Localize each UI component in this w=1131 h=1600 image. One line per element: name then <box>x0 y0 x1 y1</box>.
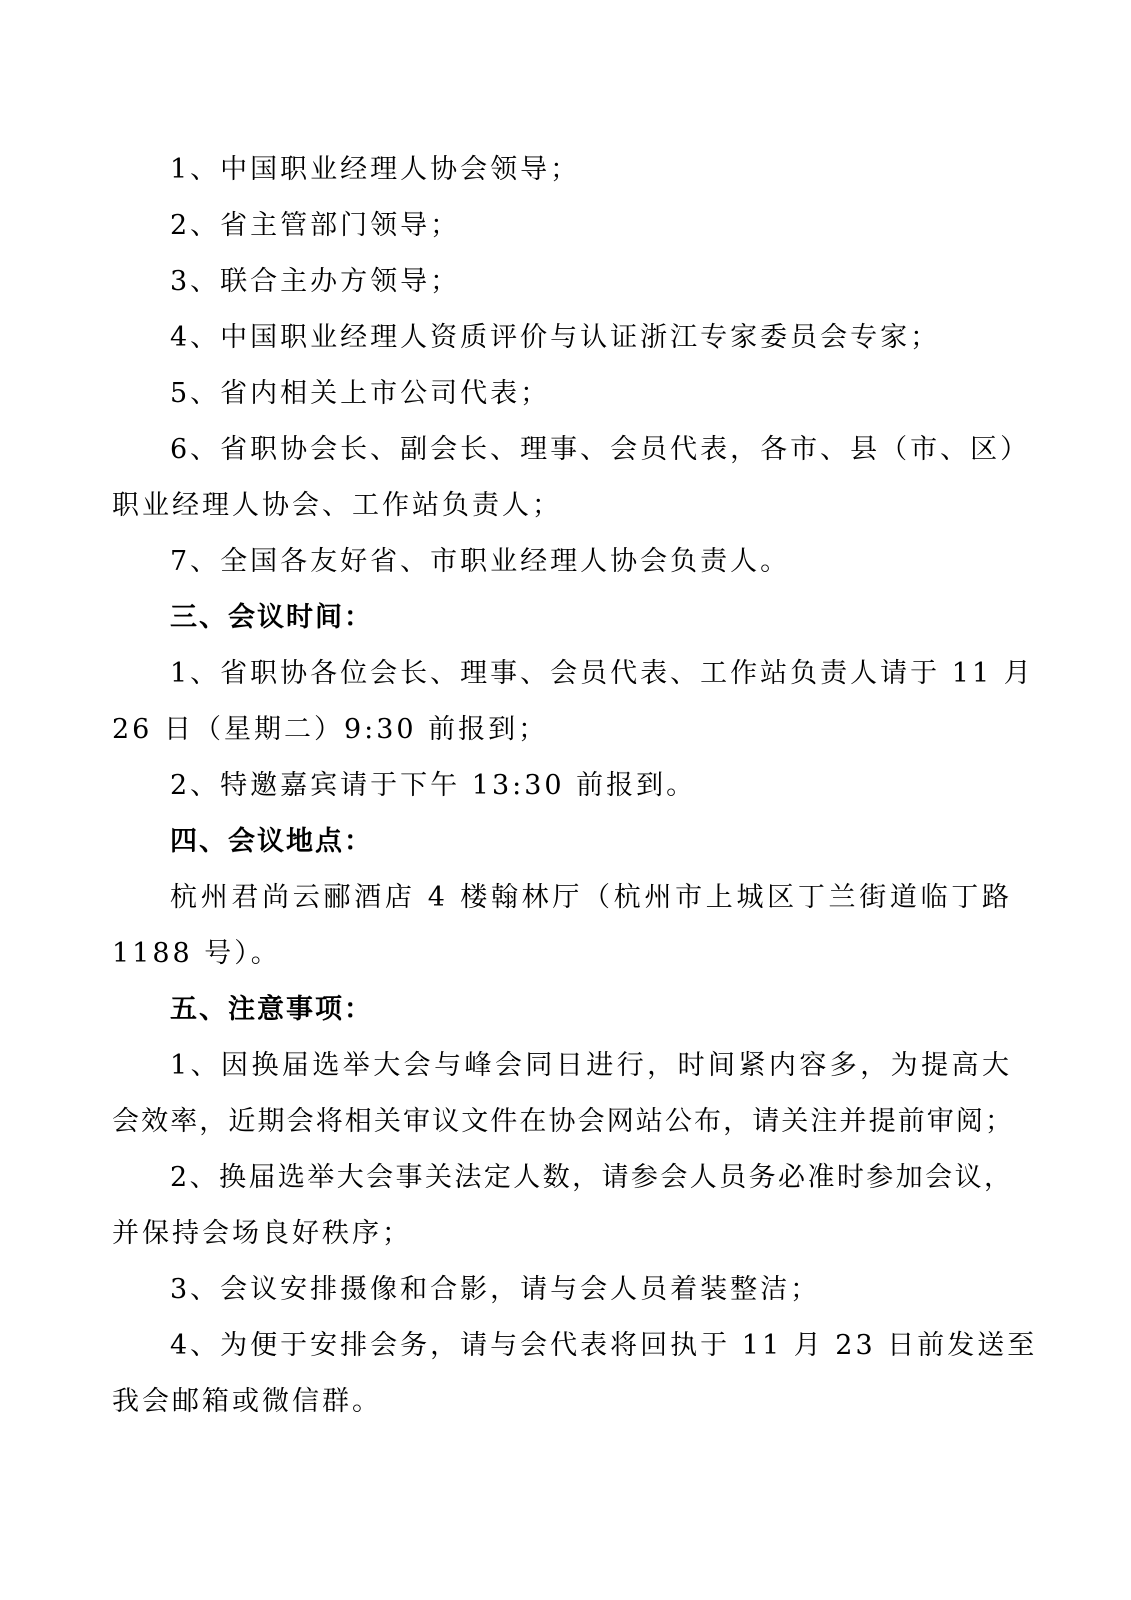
venue-line-1: 杭州君尚云郦酒店 4 楼翰林厅（杭州市上城区丁兰街道临丁路 <box>170 882 1012 913</box>
attendee-item-6: 6、省职协会长、副会长、理事、会员代表，各市、县（市、区） <box>170 434 1031 465</box>
section-heading-venue: 四、会议地点： <box>170 826 373 857</box>
section-heading-notes: 五、注意事项： <box>170 994 373 1025</box>
attendee-item-6-cont: 职业经理人协会、工作站负责人； <box>112 490 562 521</box>
section-heading-time: 三、会议时间： <box>170 602 373 633</box>
time-item-1-cont: 26 日（星期二）9:30 前报到； <box>112 714 549 745</box>
note-item-3: 3、会议安排摄像和合影，请与会人员着装整洁； <box>170 1274 821 1305</box>
time-item-1: 1、省职协各位会长、理事、会员代表、工作站负责人请于 11 月 <box>170 658 1034 689</box>
attendee-item-7: 7、全国各友好省、市职业经理人协会负责人。 <box>170 546 791 577</box>
note-item-1-cont: 会效率，近期会将相关审议文件在协会网站公布，请关注并提前审阅； <box>112 1106 1012 1137</box>
attendee-item-3: 3、联合主办方领导； <box>170 266 461 297</box>
attendee-item-1: 1、中国职业经理人协会领导； <box>170 154 581 185</box>
note-item-2-cont: 并保持会场良好秩序； <box>112 1218 412 1249</box>
attendee-item-5: 5、省内相关上市公司代表； <box>170 378 551 409</box>
note-item-2: 2、换届选举大会事关法定人数，请参会人员务必准时参加会议， <box>170 1162 1012 1193</box>
time-item-2: 2、特邀嘉宾请于下午 13:30 前报到。 <box>170 770 697 801</box>
note-item-1: 1、因换届选举大会与峰会同日进行，时间紧内容多，为提高大 <box>170 1050 1012 1081</box>
note-item-4: 4、为便于安排会务，请与会代表将回执于 11 月 23 日前发送至 <box>170 1330 1038 1361</box>
attendee-item-4: 4、中国职业经理人资质评价与认证浙江专家委员会专家； <box>170 322 941 353</box>
note-item-4-cont: 我会邮箱或微信群。 <box>112 1386 382 1417</box>
venue-line-2: 1188 号）。 <box>112 938 281 969</box>
attendee-item-2: 2、省主管部门领导； <box>170 210 461 241</box>
